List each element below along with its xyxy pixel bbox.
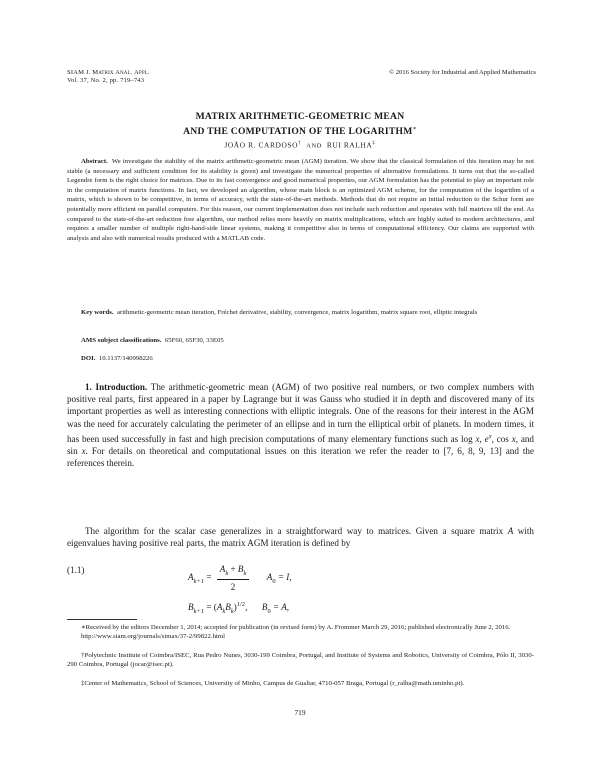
footnote-2 bbox=[67, 651, 534, 669]
footnote-3-text: ‡Center of Mathematics, School of Sciences, University of Minho, Campus de Gualtar, 4710-057 Braga, Portugal (r_ralha@math.uminho.pt). bbox=[81, 680, 465, 687]
author-1: JOÃO R. CARDOSO bbox=[224, 140, 299, 150]
math-e: e bbox=[484, 433, 489, 444]
text-sep: , cos bbox=[491, 433, 512, 444]
intro-para2-a: The algorithm for the scalar case generalizes in a straightforward way to matrices. Given a square matrix bbox=[85, 526, 508, 536]
copyright-notice: © 2016 Society for Industrial and Applied Mathematics bbox=[389, 69, 536, 76]
abstract-label: Abstract. bbox=[81, 158, 108, 165]
footnote-divider bbox=[67, 619, 137, 620]
abstract bbox=[67, 157, 534, 243]
journal-name: SIAM J. Matrix Anal. Appl. bbox=[67, 69, 150, 76]
footnote-1-text: ∗Received by the editors December 1, 2014; accepted for publication (in revised form) by A. Frommer March 29, 2016; published electronically June 2, 2016. bbox=[81, 624, 511, 631]
author-2: RUI RALHA bbox=[326, 140, 373, 150]
intro-para2-b: with eigenvalues having positive real parts, the matrix AGM iteration is defined by bbox=[67, 526, 534, 549]
math-x: x bbox=[511, 433, 516, 444]
keywords-text: arithmetic-geometric mean iteration, Fréchet derivative, stability, convergence, matrix logarithm, matrix square root, elliptic integrals bbox=[117, 309, 478, 316]
equation-line-1: $A_{k+1}$ = $\frac{A_k + B_k}{2}$ $A_0 = I$, bbox=[188, 564, 292, 592]
footnote-3 bbox=[67, 679, 534, 688]
eq-denominator: 2 bbox=[230, 581, 236, 592]
eq-sub: k+1 bbox=[193, 577, 205, 585]
journal-volume: Vol. 37, No. 2, pp. 719–743 bbox=[67, 77, 145, 84]
doi-label: DOI. bbox=[81, 355, 96, 362]
author-list bbox=[60, 140, 540, 149]
math-exponent: x bbox=[488, 432, 492, 440]
footnote-1-url[interactable]: http://www.siam.org/journals/simax/37-2/99822.html bbox=[81, 633, 225, 641]
eq-init-A-value: = I, bbox=[275, 572, 292, 582]
eq-init-B-value: = A, bbox=[270, 602, 290, 613]
introduction-paragraph-2 bbox=[67, 525, 534, 549]
doi bbox=[81, 355, 153, 362]
eq-fraction bbox=[217, 564, 250, 592]
footnote-2-text: †Polytechnic Institute of Coimbra/ISEC, Rua Pedro Nunes, 3030-199 Coimbra, Portugal, and Institute of Systems and Robotics, University of Coimbra, Pólo II, 3030-290 Coimbra, Portugal (jocar@isec.pt). bbox=[67, 652, 534, 669]
equation-number: (1.1) bbox=[67, 565, 85, 575]
math-x: x bbox=[81, 446, 86, 457]
ams-codes: 65F60, 65F30, 33E05 bbox=[164, 337, 224, 344]
footnote-1 bbox=[67, 623, 534, 641]
intro-text-1: The arithmetic-geometric mean (AGM) of two positive real numbers, or two complex numbers with positive real parts, first appeared in a paper by Lagrange but it was Gauss who studied it in depth and discovered many of its important properties as well as interesting connections with elliptic integrals. One of the reasons for their interest in the AGM was the need for accurately calculating the perimeter of an ellipse and in turn the elliptical orbit of planets. In modern times, it has been used successfully in fast and high precision computations of many elementary functions such as log bbox=[67, 382, 535, 444]
text-sep: , and sin bbox=[67, 433, 534, 457]
ams-label: AMS subject classifications. bbox=[81, 337, 162, 344]
text-sep: , bbox=[479, 433, 485, 444]
eq-init-B: B bbox=[261, 602, 268, 613]
ams-classifications bbox=[81, 337, 224, 344]
doi-value: 10.1137/140998226 bbox=[98, 355, 153, 362]
eq-numerator: $A_k + B_k$ bbox=[217, 564, 250, 580]
page-number: 719 bbox=[294, 708, 306, 717]
author-2-mark: ‡ bbox=[372, 140, 376, 146]
keywords bbox=[67, 308, 534, 318]
title-line-2: AND THE COMPUTATION OF THE LOGARITHM∗ bbox=[183, 126, 417, 138]
eq-init-A: A bbox=[266, 572, 273, 582]
intro-text-2: . For details on theoretical and computational issues on this iteration we refer the reader to [7, 6, 8, 9, 13] and the references therein. bbox=[67, 446, 534, 469]
journal-header bbox=[67, 69, 150, 85]
math-x: x bbox=[475, 433, 480, 444]
equation-line-2: $B_{k+1} = (A_kB_k)^{1/2}$, $B_0 = A$, bbox=[188, 601, 290, 615]
author-conjunction: AND bbox=[306, 142, 322, 150]
author-1-mark: † bbox=[298, 140, 302, 146]
eq-lhs: A bbox=[188, 572, 194, 582]
title-footnote-mark: ∗ bbox=[412, 126, 417, 132]
paper-title bbox=[60, 111, 540, 138]
eq-sign: = bbox=[204, 572, 214, 582]
eq-lhs: B bbox=[188, 602, 194, 613]
introduction-paragraph-1 bbox=[67, 381, 534, 469]
math-A: A bbox=[507, 526, 514, 536]
abstract-text: We investigate the stability of the matrix arithmetic-geometric mean (AGM) iteration. We show that the classical formulation of this iteration may be not stable (a necessary and sufficient condition for its stability is given) and investigate the numerical properties of alternative formulations. It turns out that the so-called Legendre form is the right choice for matrices. Due to its fast convergence and good numerical properties, our AGM formulation has the potential to play an important role in the computation of matrix functions. In fact, we developed an algorithm, whose main block is an optimized AGM scheme, for the computation of the logarithm of a matrix, which is shown to be competitive, in terms of accuracy, with the state-of-the-art methods. Methods that do not require an initial reduction to the Schur form are potentially more efficient on parallel computers. For this reason, our current implementation does not include such reduction and operates with full matrices till the end. As compared to the state-of-the-art reduction free algorithm, our method relies more heavily on matrix multiplications, which are highly suited to modern architectures, and requires a smaller number of multiple right-hand-side linear systems, making it competitive also in terms of computational efficiency. Our claims are supported with analysis and also with numerical results produced with a MATLAB code. bbox=[67, 158, 534, 242]
section-heading: 1. Introduction. bbox=[85, 382, 148, 392]
keywords-label: Key words. bbox=[81, 309, 114, 316]
title-line-1: MATRIX ARITHMETIC-GEOMETRIC MEAN bbox=[195, 111, 405, 122]
